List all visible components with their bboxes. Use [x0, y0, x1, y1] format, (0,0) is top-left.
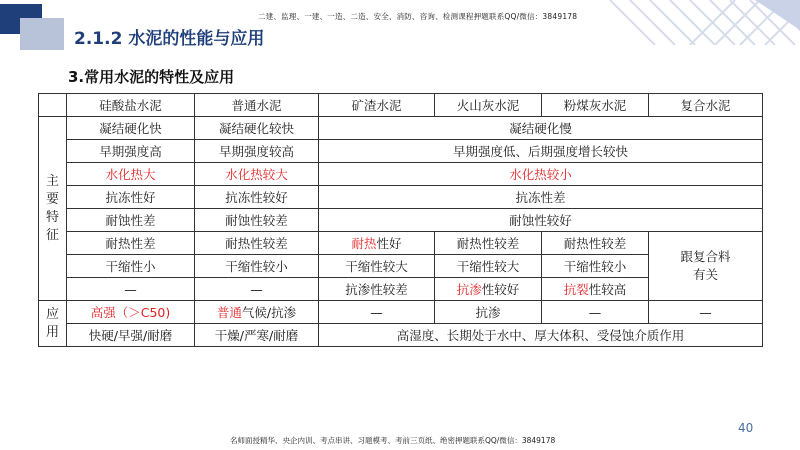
- table-cell: —: [319, 301, 435, 324]
- table-cell: 耐蚀性差: [67, 209, 195, 232]
- table-cell: 早期强度高: [67, 140, 195, 163]
- table-row: [39, 324, 763, 347]
- table-cell: 凝结硬化较快: [195, 117, 319, 140]
- table-cell: 抗冻性差: [319, 186, 763, 209]
- table-cell: 抗冻性较好: [195, 186, 319, 209]
- table-cell: —: [649, 301, 763, 324]
- page-number: 40: [738, 421, 754, 435]
- table-cell: [435, 278, 542, 301]
- table-row: [39, 117, 763, 140]
- table-cell: [649, 232, 763, 301]
- highlight-text: 普通: [216, 304, 242, 320]
- cell-text: 性较高: [588, 281, 627, 297]
- table-cell: 耐蚀性较差: [195, 209, 319, 232]
- table-row: [39, 163, 763, 186]
- highlight-text: 耐热: [351, 235, 377, 251]
- table-cell: —: [542, 301, 649, 324]
- table-cell: —: [195, 278, 319, 301]
- decor-square-light: [20, 18, 64, 50]
- table-cell: 早期强度低、后期强度增长较快: [319, 140, 763, 163]
- cell-text: 性较好: [481, 281, 520, 297]
- column-header: 复合水泥: [649, 94, 763, 117]
- group-label-text: 主要特征: [45, 173, 59, 243]
- table-cell: 凝结硬化慢: [319, 117, 763, 140]
- column-header: 普通水泥: [195, 94, 319, 117]
- table-cell: 耐热性较差: [435, 232, 542, 255]
- cell-text: 跟复合料有关: [680, 249, 731, 282]
- cell-text: 气候/抗渗: [241, 304, 297, 320]
- table-cell: [195, 301, 319, 324]
- table-cell: 耐热性较差: [542, 232, 649, 255]
- section-title: 2.1.2 水泥的性能与应用: [74, 29, 265, 49]
- table-cell: 干缩性较大: [435, 255, 542, 278]
- table-header-row: [39, 94, 763, 117]
- table-cell: 水化热较小: [319, 163, 763, 186]
- table-cell: 干燥/严寒/耐磨: [195, 324, 319, 347]
- table-cell: [542, 278, 649, 301]
- table-row: [39, 301, 763, 324]
- highlight-text: 抗裂: [563, 281, 589, 297]
- table-row: [39, 232, 763, 255]
- table-cell: 耐热性较差: [195, 232, 319, 255]
- group-label-application: [39, 301, 67, 347]
- table-cell: 水化热大: [67, 163, 195, 186]
- table-cell: 耐热性差: [67, 232, 195, 255]
- table-cell: 抗冻性好: [67, 186, 195, 209]
- table-cell: 凝结硬化快: [67, 117, 195, 140]
- group-label-features: [39, 117, 67, 301]
- table-cell: 水化热较大: [195, 163, 319, 186]
- group-label-text: 应用: [45, 306, 59, 340]
- table-cell: —: [67, 278, 195, 301]
- table-cell: 干缩性较小: [542, 255, 649, 278]
- bottom-banner: 名师面授精华、央企内训、考点串讲、习题模考、考前三页纸、绝密押题联系QQ/微信：3849178: [230, 436, 556, 445]
- table-heading: 3.常用水泥的特性及应用: [68, 68, 235, 86]
- corner-cell: [39, 94, 67, 117]
- column-header: 硅酸盐水泥: [67, 94, 195, 117]
- table-row: [39, 209, 763, 232]
- column-header: 粉煤灰水泥: [542, 94, 649, 117]
- table-cell: [319, 232, 435, 255]
- table-cell: 高强（＞C50): [67, 301, 195, 324]
- table-cell: 快硬/早强/耐磨: [67, 324, 195, 347]
- table-cell: 干缩性小: [67, 255, 195, 278]
- column-header: 矿渣水泥: [319, 94, 435, 117]
- table-cell: 高湿度、长期处于水中、厚大体积、受侵蚀介质作用: [319, 324, 763, 347]
- table-row: [39, 186, 763, 209]
- cement-properties-table: [38, 93, 763, 347]
- table-cell: 早期强度较高: [195, 140, 319, 163]
- cell-text: 性好: [376, 235, 402, 251]
- decor-stripes: [550, 0, 800, 45]
- highlight-text: 抗渗: [456, 281, 482, 297]
- table-row: [39, 140, 763, 163]
- table-cell: 干缩性较小: [195, 255, 319, 278]
- column-header: 火山灰水泥: [435, 94, 542, 117]
- top-banner: 二建、监理、一建、一造、二造、安全、消防、咨询、检测课程押题联系QQ/微信：3849178: [258, 12, 578, 21]
- table-cell: 干缩性较大: [319, 255, 435, 278]
- table-cell: 抗渗性较差: [319, 278, 435, 301]
- table-cell: 耐蚀性较好: [319, 209, 763, 232]
- table-cell: 抗渗: [435, 301, 542, 324]
